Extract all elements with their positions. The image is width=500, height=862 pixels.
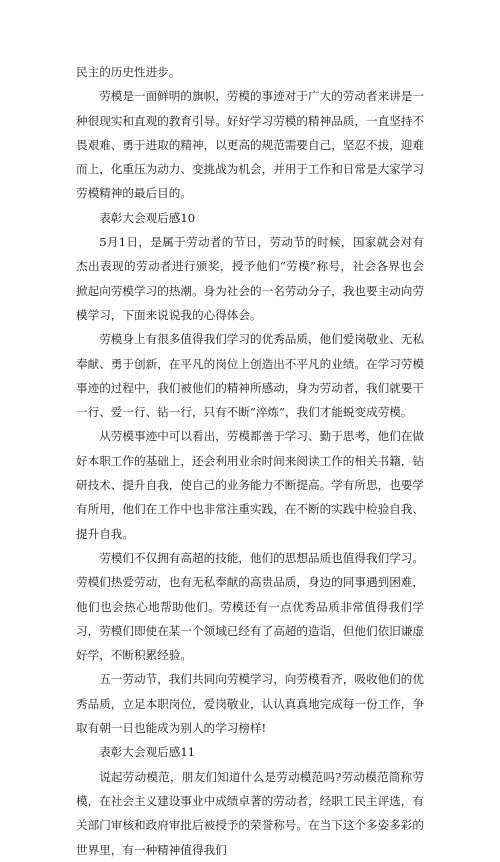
paragraph: 5月1日，是属于劳动者的节日，劳动节的时候，国家就会对有杰出表现的劳动者进行颁奖，授予他们“劳模”称号，社会各界也会掀起向劳模学习的热潮。身为社会的一名劳动分子，我也要主动向劳模学习，下面来说说我的心得体会。: [76, 235, 424, 322]
paragraph-continuation: 民主的历史性进步。: [76, 65, 181, 79]
paragraph: 五一劳动节，我们共同向劳模学习，向劳模看齐，吸收他们的优秀品质，立足本职岗位，爱岗敬业，认认真真地完成每一份工作，争取有朝一日也能成为别人的学习榜样!: [76, 672, 424, 736]
paragraph: 劳模身上有很多值得我们学习的优秀品质，他们爱岗敬业、无私奉献、勇于创新，在平凡的岗位上创造出不平凡的业绩。在学习劳模事迹的过程中，我们被他们的精神所感动，身为劳动者，我们就要干一行、爱一行、钻一行，只有不断“淬炼”，我们才能蜕变成劳模。: [76, 332, 424, 420]
paragraph: 说起劳动模范，朋友们知道什么是劳动模范吗?劳动模范简称劳模，在社会主义建设事业中成绩卓著的劳动者，经职工民主评选，有关部门审核和政府审批后被授予的荣誉称号。在当下这个多姿多彩的世界里，有一种精神值得我们: [76, 769, 424, 857]
section-heading: 表彰大会观后感11: [99, 745, 196, 760]
paragraph: 劳模们不仅拥有高超的技能，他们的思想品质也值得我们学习。劳模们热爱劳动，也有无私奉献的高贵品质，身边的同事遇到困难，他们也会热心地帮助他们。劳模还有一点优秀品质非常值得我们学习，劳模们即使在某一个领域已经有了高超的造诣，但他们依旧谦虚好学，不断积累经验。: [76, 550, 424, 663]
paragraph: 劳模是一面鲜明的旗帜，劳模的事迹对于广大的劳动者来讲是一种很现实和直观的教育引导。好好学习劳模的精神品质，一直坚持不畏艰难、勇于进取的精神，以更高的规范需要自己，坚忍不拔，迎难而上，化重压为动力、变挑战为机会，并用于工作和日常是大家学习劳模精神的最后目的。: [76, 89, 424, 201]
section-heading: 表彰大会观后感10: [99, 210, 196, 225]
paragraph: 从劳模事迹中可以看出，劳模都善于学习、勤于思考，他们在做好本职工作的基础上，还会利用业余时间来阅读工作的相关书籍，钻研技术、提升自我，使自己的业务能力不断提高。学有所思，也要学有所用，他们在工作中也非常注重实践，在不断的实践中检验自我、提升自我。: [76, 429, 424, 541]
document-body: [76, 60, 424, 862]
